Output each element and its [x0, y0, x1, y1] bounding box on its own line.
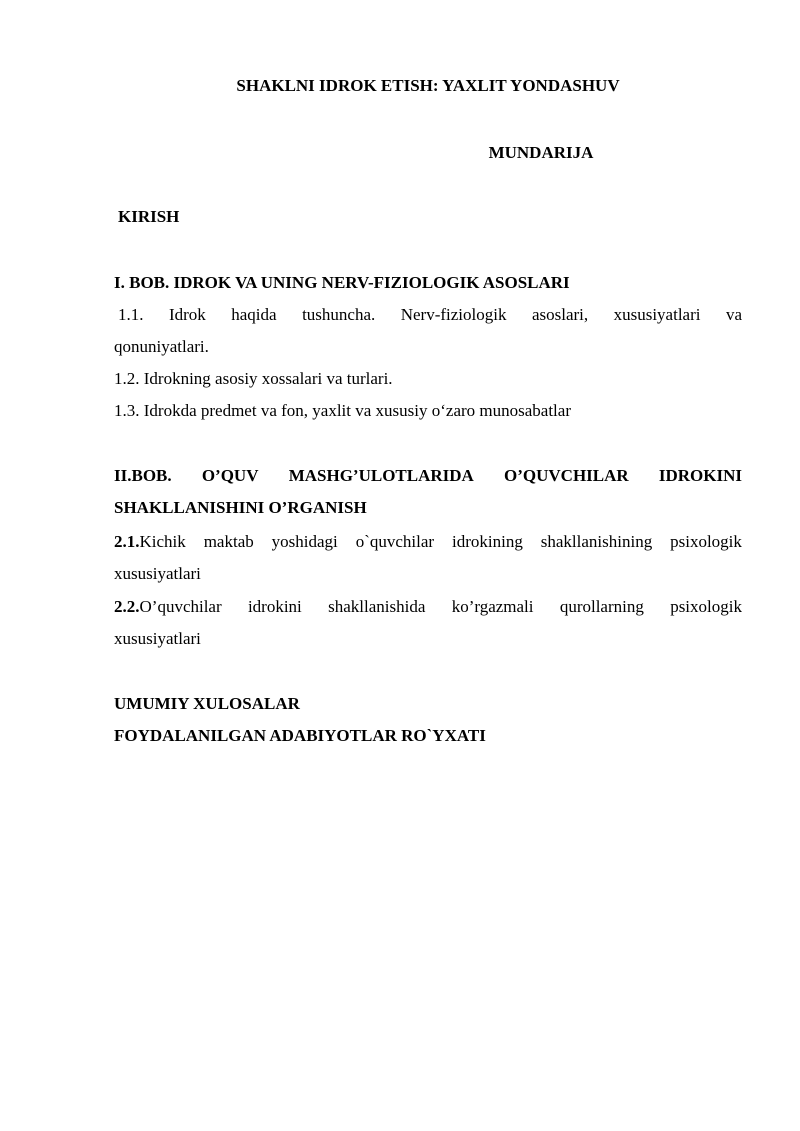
- word: 1.1.: [118, 305, 144, 324]
- chapter2-item1-line1: [114, 526, 742, 558]
- chapter2-heading-line1: [114, 460, 742, 492]
- chapter2-heading-line2: SHAKLLANISHINI O’RGANISH: [114, 498, 367, 517]
- word: Kichik: [139, 532, 186, 551]
- word: MASHG’ULOTLARIDA: [288, 466, 474, 485]
- chapter1-item1-line2: qonuniyatlari.: [114, 337, 209, 356]
- toc-heading-text: MUNDARIJA: [488, 143, 594, 162]
- word: qurollarning: [559, 597, 644, 616]
- word: O’QUV: [201, 466, 259, 485]
- word: Nerv-fiziologik: [400, 305, 507, 324]
- chapter1-item2: 1.2. Idrokning asosiy xossalari va turlari.: [114, 369, 393, 388]
- word: idrokini: [247, 597, 302, 616]
- word: yoshidagi: [271, 532, 338, 551]
- item-number: 2.1.: [114, 532, 140, 551]
- word: psixologik: [670, 532, 742, 551]
- word: [114, 591, 222, 623]
- toc-intro: KIRISH: [118, 207, 180, 226]
- word: maktab: [203, 532, 254, 551]
- toc-references: FOYDALANILGAN ADABIYOTLAR RO`YXATI: [114, 726, 486, 745]
- word: O’quvchilar: [139, 597, 222, 616]
- word: ko’rgazmali: [451, 597, 534, 616]
- word: xususiyatlari: [613, 305, 701, 324]
- chapter2-item1-line2: xususiyatlari: [114, 564, 201, 583]
- item-number: 2.2.: [114, 597, 140, 616]
- toc-heading: [114, 143, 742, 163]
- word: O’QUVCHILAR: [504, 466, 629, 485]
- word: idrokining: [451, 532, 523, 551]
- word: IDROKINI: [658, 466, 742, 485]
- word: psixologik: [670, 597, 742, 616]
- word: shakllanishida: [328, 597, 426, 616]
- word: o`quvchilar: [355, 532, 435, 551]
- chapter2-item2-line1: [114, 591, 742, 623]
- word: Idrok: [168, 305, 206, 324]
- word: asoslari,: [531, 305, 589, 324]
- word: [114, 526, 186, 558]
- word: va: [725, 305, 742, 324]
- word: shakllanishining: [540, 532, 653, 551]
- chapter1-heading: I. BOB. IDROK VA UNING NERV-FIZIOLOGIK ASOSLARI: [114, 273, 570, 292]
- document-title: SHAKLNI IDROK ETISH: YAXLIT YONDASHUV: [236, 76, 620, 95]
- chapter2-item2-line2: xususiyatlari: [114, 629, 201, 648]
- toc-conclusions: UMUMIY XULOSALAR: [114, 694, 300, 713]
- word: haqida: [231, 305, 277, 324]
- word: tushuncha.: [302, 305, 376, 324]
- chapter1-item1-line1: [118, 299, 742, 331]
- word: II.BOB.: [114, 466, 172, 485]
- chapter1-item3: 1.3. Idrokda predmet va fon, yaxlit va xususiy o‘zaro munosabatlar: [114, 401, 571, 420]
